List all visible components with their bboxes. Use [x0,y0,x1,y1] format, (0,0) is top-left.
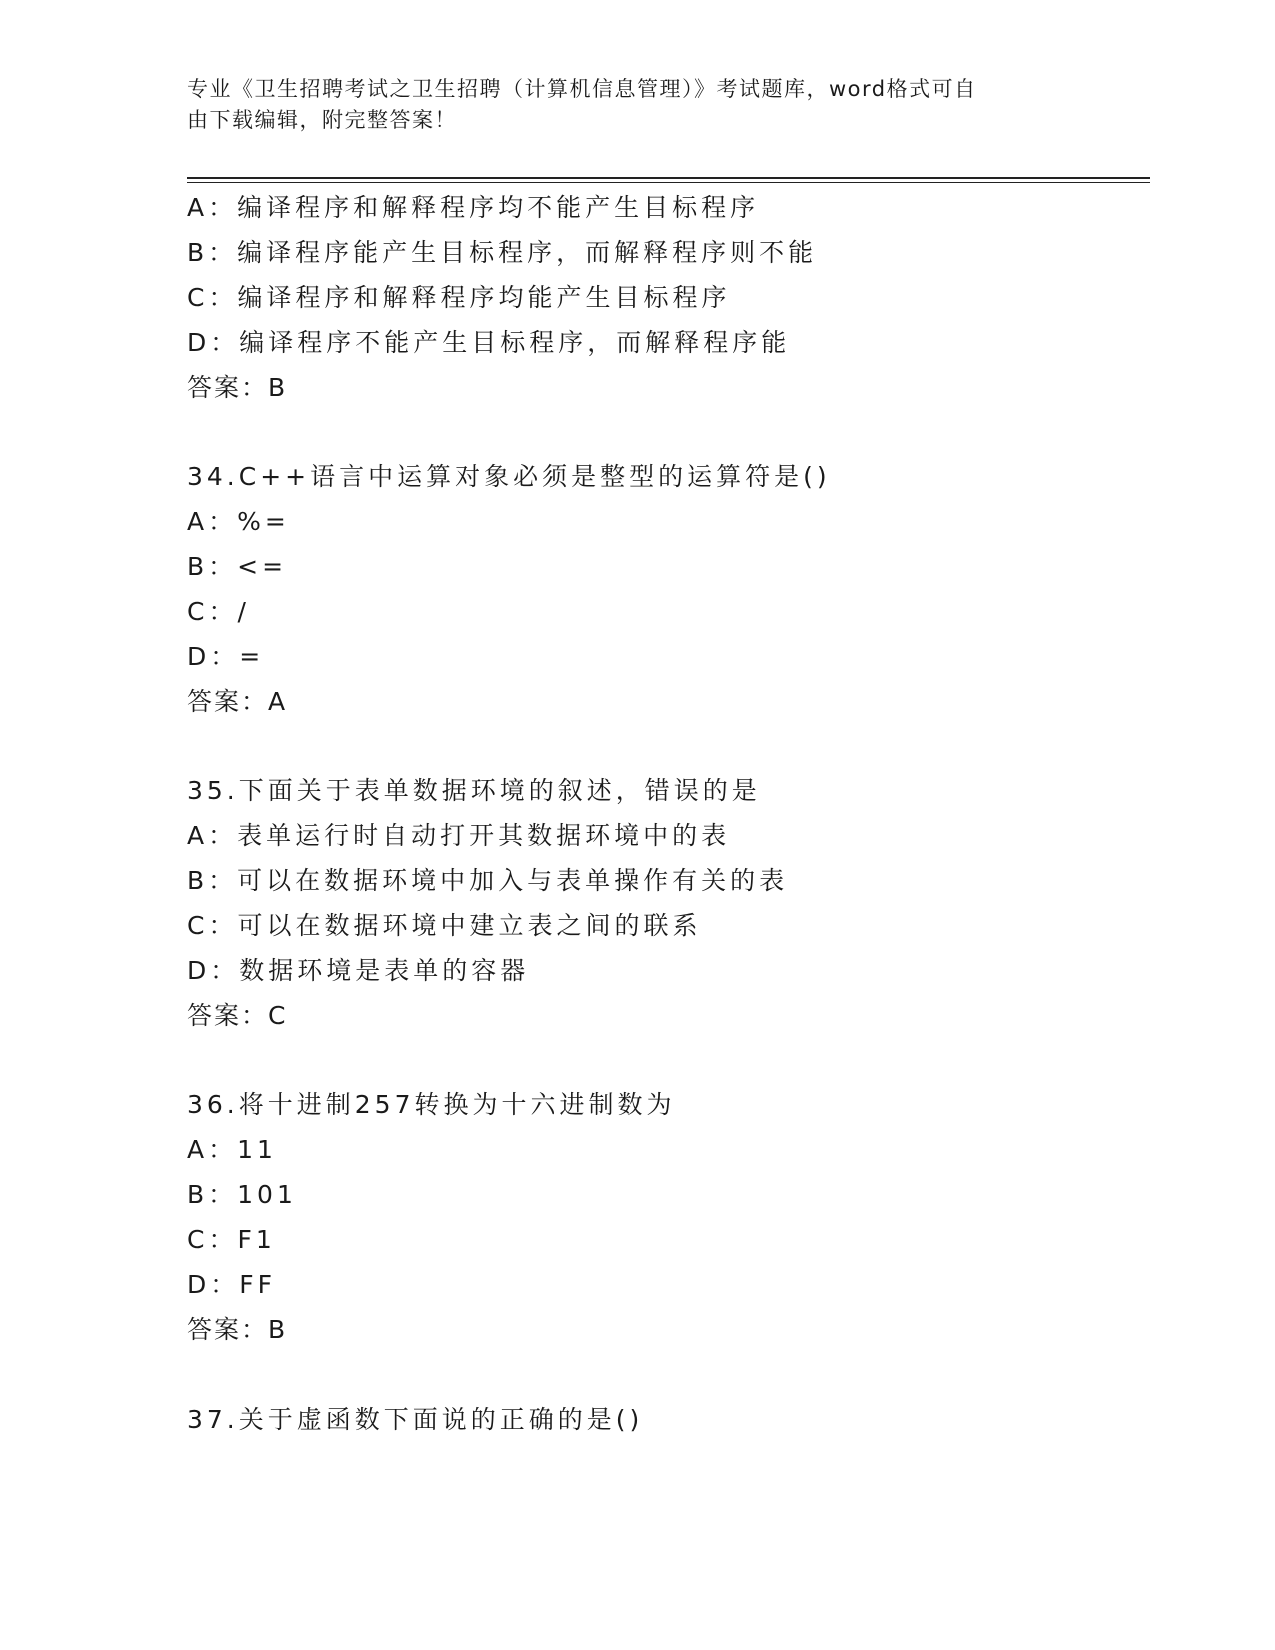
q37-question: 37.关于虚函数下面说的正确的是() [187,1405,644,1434]
q34-option-b: B：<= [187,552,288,581]
q35-option-b: B：可以在数据环境中加入与表单操作有关的表 [187,866,789,895]
q36-option-b: B：101 [187,1180,297,1209]
header-line-1: 专业《卫生招聘考试之卫生招聘（计算机信息管理）》考试题库，word格式可自 [187,77,977,101]
q36-answer: 答案：B [187,1315,288,1344]
q34-answer: 答案：A [187,687,288,716]
q33-option-b: B：编译程序能产生目标程序，而解释程序则不能 [187,238,818,267]
q35-option-d: D：数据环境是表单的容器 [187,956,530,985]
q36-option-c: C：F1 [187,1225,276,1254]
q35-question: 35.下面关于表单数据环境的叙述，错误的是 [187,776,761,805]
document-header [187,74,1087,136]
header-line-2: 由下载编辑，附完整答案！ [187,108,457,132]
q35-answer: 答案：C [187,1001,288,1030]
q33-option-c: C：编译程序和解释程序均能产生目标程序 [187,283,731,312]
q36-question: 36.将十进制257转换为十六进制数为 [187,1090,676,1119]
q33-answer: 答案：B [187,373,288,402]
q34-option-a: A：%= [187,507,290,536]
header-rule-thin [187,182,1150,183]
q33-option-d: D：编译程序不能产生目标程序，而解释程序能 [187,328,791,357]
q34-option-c: C：/ [187,597,250,626]
q36-option-a: A：11 [187,1135,277,1164]
q35-option-a: A：表单运行时自动打开其数据环境中的表 [187,821,731,850]
header-rule-thick [187,177,1150,179]
q35-option-c: C：可以在数据环境中建立表之间的联系 [187,911,702,940]
q36-option-d: D：FF [187,1270,277,1299]
q34-question: 34.C++语言中运算对象必须是整型的运算符是() [187,462,831,491]
q34-option-d: D：= [187,642,265,671]
q33-option-a: A：编译程序和解释程序均不能产生目标程序 [187,193,760,222]
